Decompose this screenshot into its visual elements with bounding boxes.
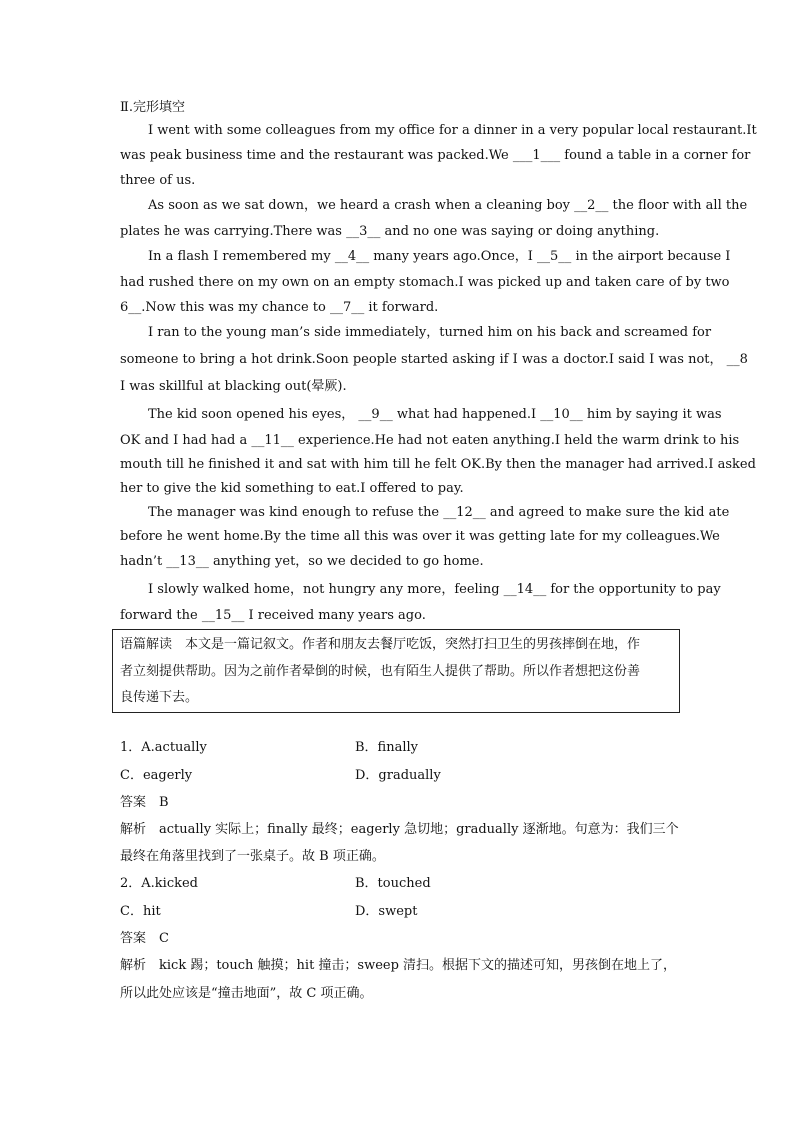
option-c: C．hit [120,904,161,919]
passage-line: The manager was kind enough to refuse the __12__ and agreed to make sure the kid ate [148,505,730,520]
explanation: 解析 kick 踢；touch 触摸；hit 撞击；sweep 清扫。根据下文的描述可知，男孩倒在地上了， [120,958,677,973]
option-d: D．gradually [355,768,441,783]
passage-line: OK and I had had a __11__ experience.He had not eaten anything.I held the warm drink to his [120,433,740,448]
option-c: C．eagerly [120,768,193,783]
explanation: 最终在角落里找到了一张桌子。故 B 项正确。 [120,849,385,864]
option-d: D．swept [355,904,418,919]
summary-line: 语篇解读 本文是一篇记叙文。作者和朋友去餐厅吃饭，突然打扫卫生的男孩摔倒在地，作 [120,637,641,652]
option-a: 2．A.kicked [120,876,199,891]
passage-line: The kid soon opened his eyes， __9__ what had happened.I __10__ him by saying it was [148,407,722,422]
explanation: 所以此处应该是“撞击地面”，故 C 项正确。 [120,986,373,1001]
passage-line: In a flash I remembered my __4__ many years ago.Once，I __5__ in the airport because I [148,249,731,264]
passage-line: had rushed there on my own on an empty stomach.I was picked up and taken care of by two [120,275,730,290]
passage-line: her to give the kid something to eat.I offered to pay. [120,481,464,496]
option-b: B．touched [355,876,431,891]
passage-line: I was skillful at blacking out(晕厥). [120,379,347,394]
summary-line: 者立刻提供帮助。因为之前作者晕倒的时候，也有陌生人提供了帮助。所以作者想把这份善 [120,664,641,679]
passage-line: As soon as we sat down，we heard a crash when a cleaning boy __2__ the floor with all the [148,198,748,213]
passage-line: I ran to the young man’s side immediately，turned him on his back and screamed for [148,325,712,340]
option-b: B．finally [355,740,419,755]
passage-line: before he went home.By the time all this was over it was getting late for my colleagues.We [120,529,720,544]
section-title: Ⅱ.完形填空 [120,100,185,115]
summary-line: 良传递下去。 [120,690,199,705]
passage-line: plates he was carrying.There was __3__ and no one was saying or doing anything. [120,224,660,239]
passage-line: hadn’t __13__ anything yet，so we decided to go home. [120,554,484,569]
passage-line: someone to bring a hot drink.Soon people started asking if I was a doctor.I said I was not， __8 [120,352,748,367]
passage-line: mouth till he finished it and sat with him till he felt OK.By then the manager had arrived.I asked [120,457,756,472]
explanation: 解析 actually 实际上；finally 最终；eagerly 急切地；gradually 逐渐地。句意为：我们三个 [120,822,679,837]
passage-line: 6__.Now this was my chance to __7__ it forward. [120,300,439,315]
summary-box [112,629,680,713]
answer: 答案 C [120,931,169,946]
passage-line: three of us. [120,173,196,188]
passage-line: forward the __15__ I received many years ago. [120,608,426,623]
option-a: 1．A.actually [120,740,207,755]
passage-line: was peak business time and the restaurant was packed.We ___1___ found a table in a corner for [120,148,751,163]
answer: 答案 B [120,795,169,810]
passage-line: I slowly walked home，not hungry any more，feeling __14__ for the opportunity to pay [148,582,721,597]
passage-line: I went with some colleagues from my office for a dinner in a very popular local restaurant.It [148,123,757,138]
